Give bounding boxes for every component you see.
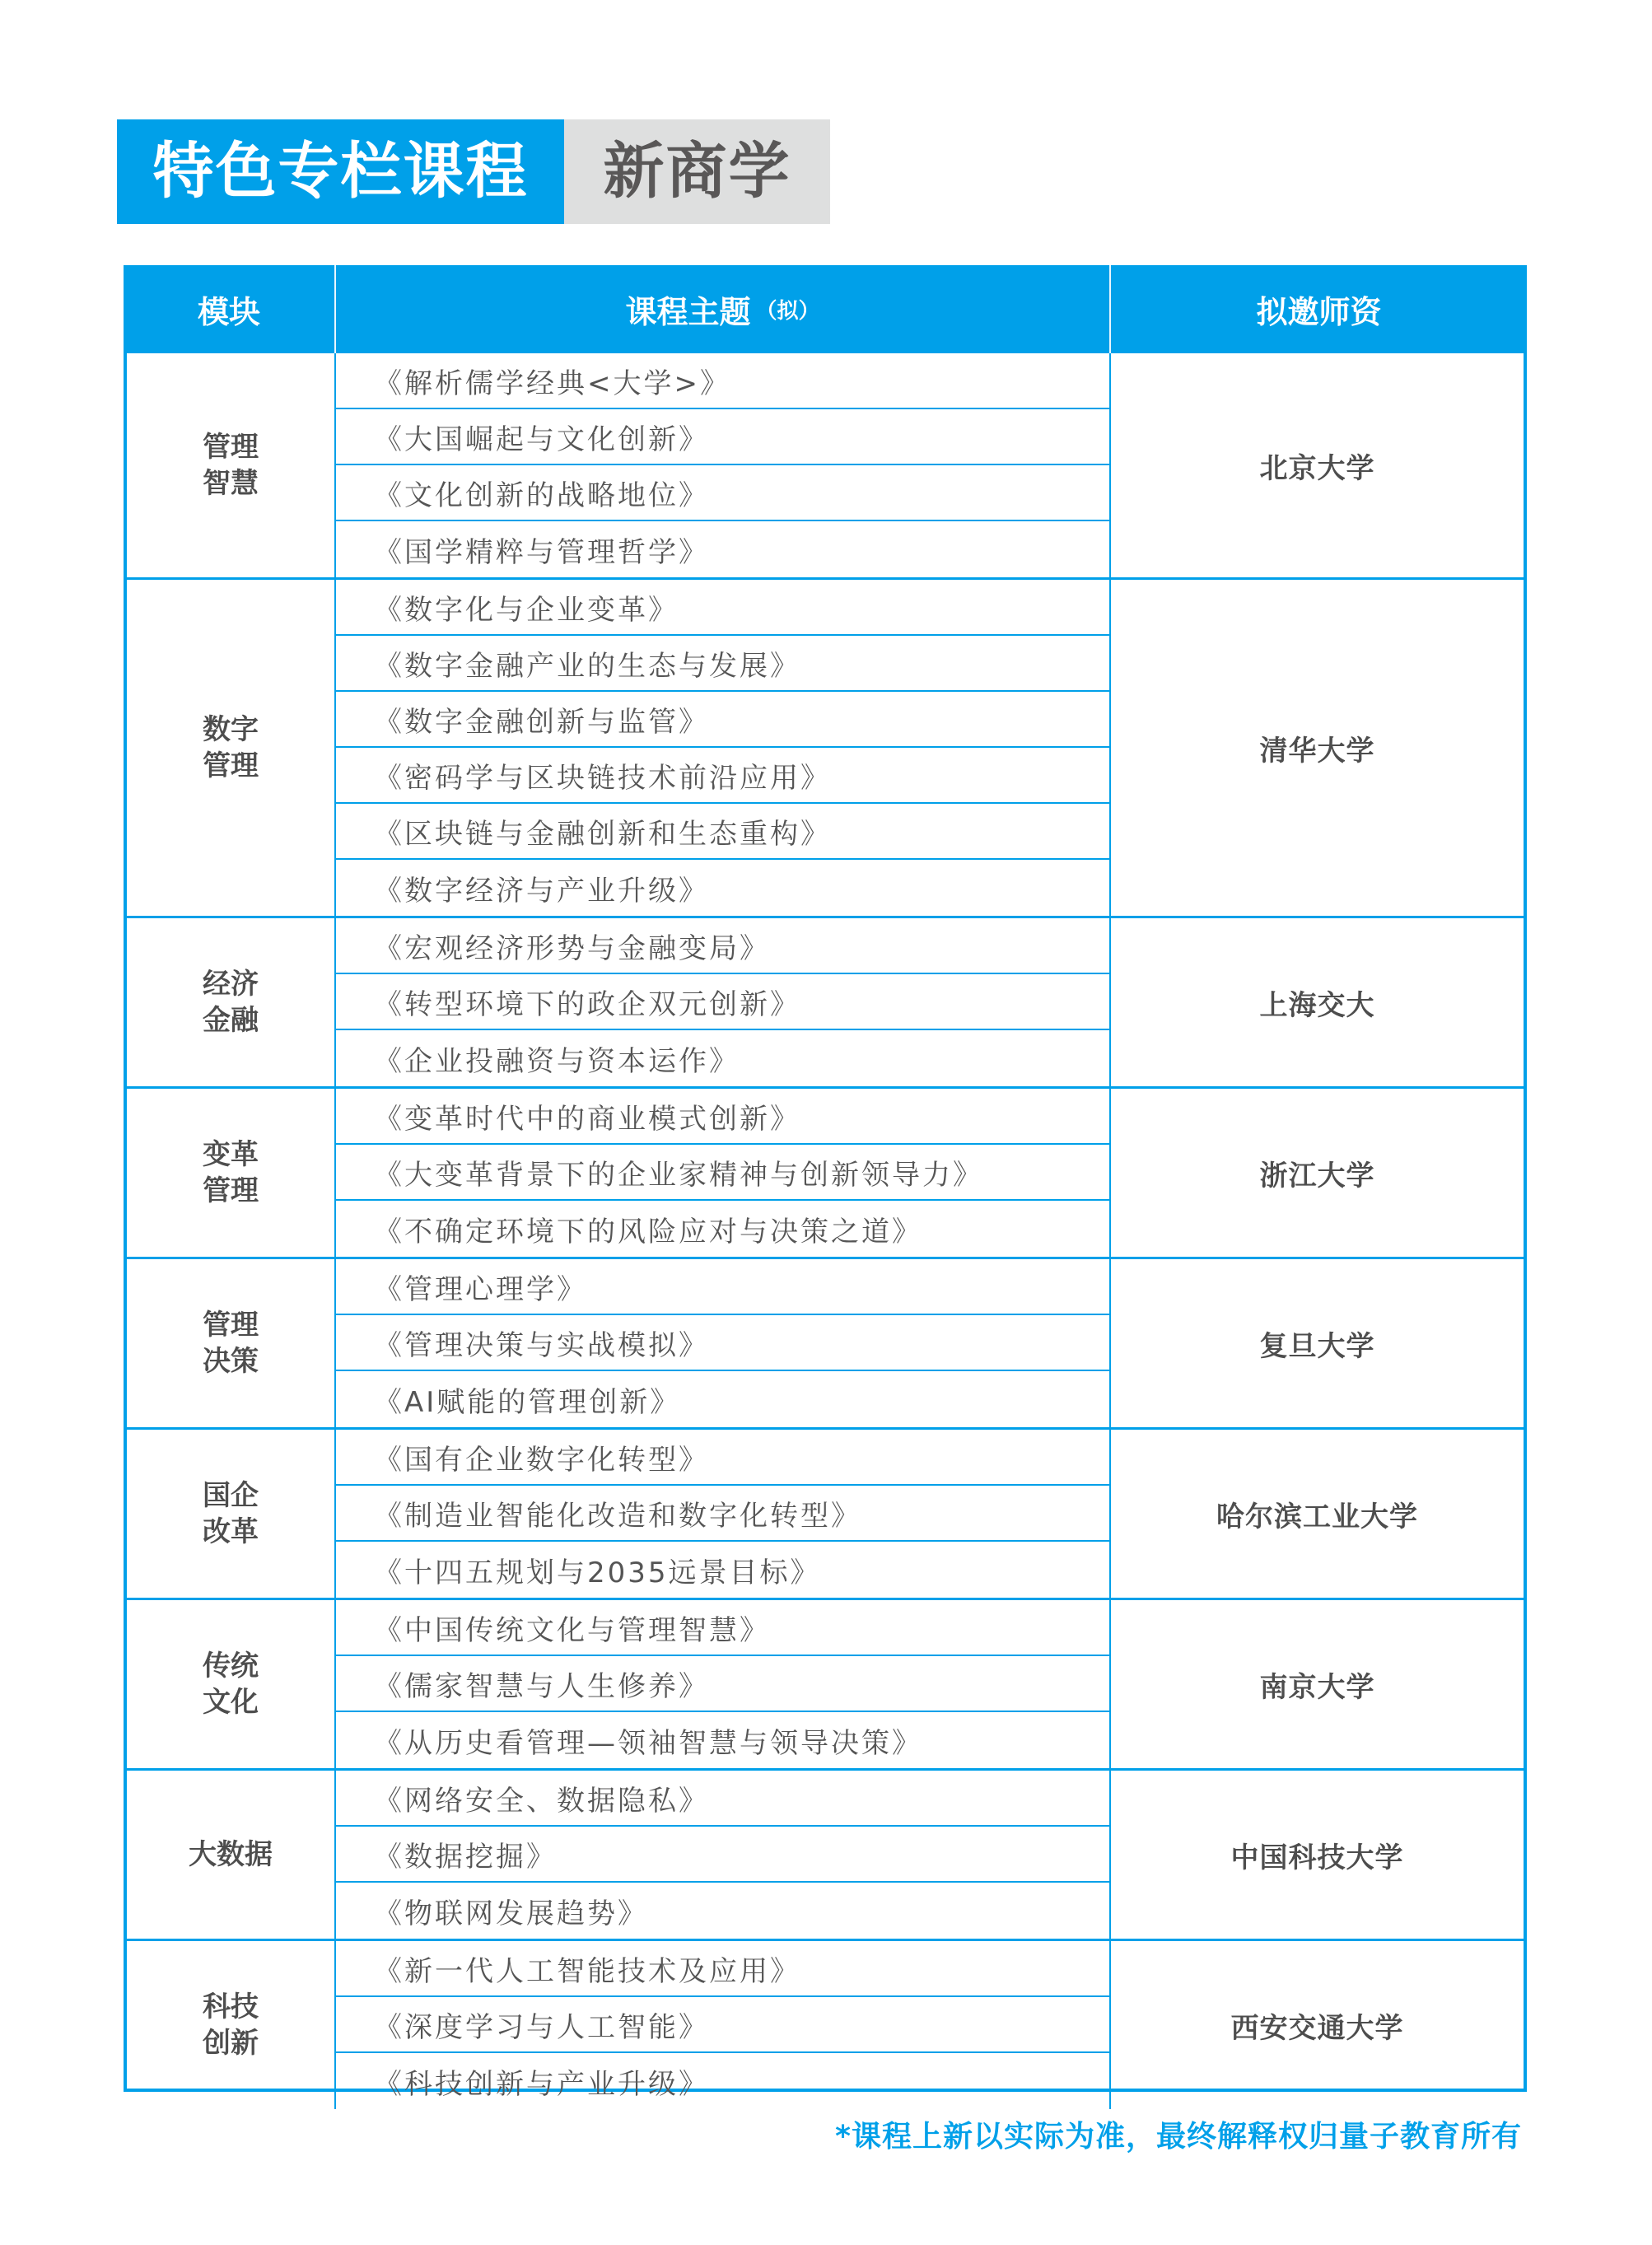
module-cell [127, 1600, 336, 1768]
header-topic-suffix: （拟） [755, 299, 820, 324]
module-cell [127, 918, 336, 1086]
course-row: 《数字经济与产业升级》 [374, 874, 709, 908]
faculty-cell [1111, 580, 1524, 916]
module-group [127, 1259, 1524, 1430]
course-list [336, 1089, 1111, 1257]
course-list [336, 580, 1111, 916]
faculty-label: 中国科技大学 [1230, 1841, 1404, 1874]
course-row: 《数据挖掘》 [336, 1827, 1109, 1883]
course-row: 《AI赋能的管理创新》 [374, 1385, 681, 1419]
faculty-cell [1111, 353, 1524, 577]
module-group [127, 1600, 1524, 1771]
module-group [127, 1430, 1524, 1600]
module-group [127, 1771, 1524, 1941]
header-topic-label: 课程主题 [625, 294, 751, 330]
table-body [127, 353, 1524, 2109]
module-label: 数字管理 [203, 713, 259, 782]
course-row: 《宏观经济形势与金融变局》 [336, 918, 1109, 974]
course-row: 《深度学习与人工智能》 [336, 1997, 1109, 2053]
faculty-cell [1111, 1600, 1524, 1768]
module-group [127, 918, 1524, 1089]
course-row: 《转型环境下的政企双元创新》 [336, 974, 1109, 1030]
faculty-label: 北京大学 [1259, 451, 1375, 485]
course-row: 《管理决策与实战模拟》 [336, 1315, 1109, 1371]
course-row: 《十四五规划与2035远景目标》 [374, 1556, 821, 1589]
module-group [127, 580, 1524, 918]
course-list [336, 918, 1111, 1086]
module-cell [127, 1430, 336, 1598]
course-row: 《网络安全、数据隐私》 [336, 1771, 1109, 1827]
faculty-cell [1111, 1941, 1524, 2109]
module-cell [127, 1771, 336, 1939]
module-label: 经济金融 [203, 968, 259, 1037]
course-table [124, 265, 1527, 2101]
module-group [127, 353, 1524, 580]
module-cell [127, 580, 336, 916]
course-row: 《儒家智慧与人生修养》 [336, 1656, 1109, 1712]
module-group [127, 1941, 1524, 2109]
header-module [124, 265, 336, 353]
module-cell [127, 1259, 336, 1427]
course-row: 《管理心理学》 [336, 1259, 1109, 1315]
module-group [127, 1089, 1524, 1259]
title-sub: 新商学 [564, 119, 830, 224]
course-row: 《国有企业数字化转型》 [336, 1430, 1109, 1486]
faculty-label: 复旦大学 [1259, 1329, 1375, 1363]
faculty-cell [1111, 1430, 1524, 1598]
faculty-label: 上海交大 [1259, 988, 1375, 1022]
faculty-label: 南京大学 [1259, 1670, 1375, 1704]
course-list [336, 1259, 1111, 1427]
faculty-label: 清华大学 [1259, 734, 1375, 768]
faculty-cell [1111, 1259, 1524, 1427]
faculty-label: 哈尔滨工业大学 [1216, 1500, 1418, 1533]
course-list [336, 1430, 1111, 1598]
course-row: 《文化创新的战略地位》 [336, 465, 1109, 521]
course-row: 《物联网发展趋势》 [374, 1897, 648, 1930]
course-row: 《科技创新与产业升级》 [374, 2067, 709, 2101]
course-row: 《密码学与区块链技术前沿应用》 [336, 748, 1109, 804]
faculty-label: 浙江大学 [1259, 1159, 1375, 1193]
header-topic [336, 265, 1111, 353]
course-row: 《数字化与企业变革》 [336, 580, 1109, 636]
module-label: 国企改革 [203, 1479, 259, 1548]
course-row: 《企业投融资与资本运作》 [374, 1044, 740, 1078]
page-title [117, 119, 830, 224]
faculty-cell [1111, 1089, 1524, 1257]
faculty-label: 西安交通大学 [1230, 2011, 1404, 2045]
course-row: 《从历史看管理—领袖智慧与领导决策》 [374, 1726, 922, 1760]
module-label: 变革管理 [203, 1138, 259, 1207]
header-faculty [1111, 265, 1527, 353]
module-label: 传统文化 [203, 1650, 259, 1719]
course-row: 《国学精粹与管理哲学》 [374, 535, 709, 569]
faculty-cell [1111, 1771, 1524, 1939]
module-label: 管理决策 [203, 1309, 259, 1378]
footnote: *课程上新以实际为准，最终解释权归量子教育所有 [835, 2120, 1522, 2154]
module-cell [127, 353, 336, 577]
course-row: 《变革时代中的商业模式创新》 [336, 1089, 1109, 1145]
module-label: 科技创新 [203, 1991, 259, 2060]
course-row: 《解析儒学经典<大学>》 [336, 353, 1109, 409]
course-row: 《制造业智能化改造和数字化转型》 [336, 1486, 1109, 1542]
course-row: 《大变革背景下的企业家精神与创新领导力》 [336, 1145, 1109, 1201]
header-faculty-label: 拟邀师资 [1256, 294, 1382, 330]
table-header [124, 265, 1527, 353]
course-row: 《区块链与金融创新和生态重构》 [336, 804, 1109, 860]
title-main: 特色专栏课程 [117, 119, 564, 224]
module-label: 大数据 [189, 1838, 273, 1871]
course-row: 《不确定环境下的风险应对与决策之道》 [374, 1215, 922, 1249]
course-row: 《中国传统文化与管理智慧》 [336, 1600, 1109, 1656]
course-row: 《数字金融产业的生态与发展》 [336, 636, 1109, 692]
course-list [336, 1941, 1111, 2109]
header-module-label: 模块 [197, 294, 260, 330]
module-cell [127, 1089, 336, 1257]
course-list [336, 353, 1111, 577]
course-list [336, 1600, 1111, 1768]
module-label: 管理智慧 [203, 431, 259, 500]
course-row: 《大国崛起与文化创新》 [336, 409, 1109, 465]
course-row: 《新一代人工智能技术及应用》 [336, 1941, 1109, 1997]
module-cell [127, 1941, 336, 2109]
course-row: 《数字金融创新与监管》 [336, 692, 1109, 748]
course-list [336, 1771, 1111, 1939]
faculty-cell [1111, 918, 1524, 1086]
